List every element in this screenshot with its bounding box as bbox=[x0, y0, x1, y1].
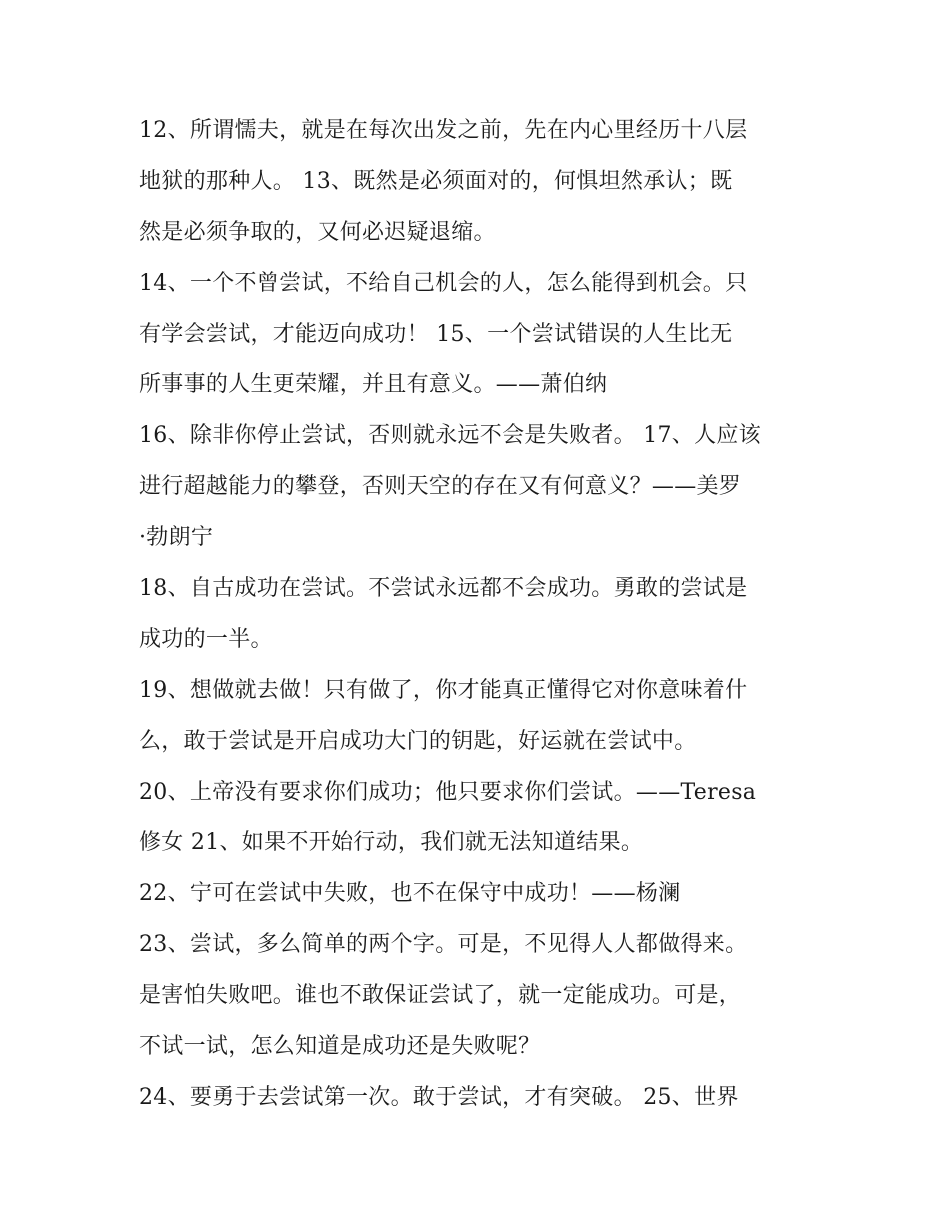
text-line-11: 成功的一半。 bbox=[139, 626, 273, 652]
text-line-7: 16、除非你停止尝试，否则就永远不会是失败者。 17、人应该 bbox=[139, 423, 761, 449]
text-line-12: 19、想做就去做！只有做了，你才能真正懂得它对你意味着什 bbox=[139, 677, 748, 703]
text-line-5: 有学会尝试，才能迈向成功！ 15、一个尝试错误的人生比无 bbox=[139, 321, 733, 347]
text-line-8: 进行超越能力的攀登，否则天空的存在又有何意义？——美罗 bbox=[139, 474, 742, 500]
text-line-9: ·勃朗宁 bbox=[139, 525, 214, 551]
text-line-16: 22、宁可在尝试中失败，也不在保守中成功！——杨澜 bbox=[139, 881, 681, 907]
text-line-10: 18、自古成功在尝试。不尝试永远都不会成功。勇敢的尝试是 bbox=[139, 576, 748, 602]
text-line-3: 然是必须争取的，又何必迟疑退缩。 bbox=[139, 219, 496, 245]
text-line-17: 23、尝试，多么简单的两个字。可是，不见得人人都做得来。 bbox=[139, 932, 748, 958]
text-line-13: 么，敢于尝试是开启成功大门的钥匙，好运就在尝试中。 bbox=[139, 728, 697, 754]
text-line-1: 12、所谓懦夫，就是在每次出发之前，先在内心里经历十八层 bbox=[139, 118, 748, 143]
text-line-14: 20、上帝没有要求你们成功；他只要求你们尝试。——Teresa bbox=[139, 779, 757, 805]
text-line-6: 所事事的人生更荣耀，并且有意义。——萧伯纳 bbox=[139, 372, 608, 398]
text-line-19: 不试一试，怎么知道是成功还是失败呢？ bbox=[139, 1034, 541, 1060]
text-line-20: 24、要勇于去尝试第一次。敢于尝试，才有突破。 25、世界 bbox=[139, 1084, 739, 1110]
text-line-18: 是害怕失败吧。谁也不敢保证尝试了，就一定能成功。可是， bbox=[139, 983, 742, 1009]
text-line-4: 14、一个不曾尝试，不给自己机会的人，怎么能得到机会。只 bbox=[139, 270, 748, 296]
text-line-15: 修女 21、如果不开始行动，我们就无法知道结果。 bbox=[139, 830, 644, 856]
text-line-2: 地狱的那种人。 13、既然是必须面对的，何惧坦然承认；既 bbox=[139, 168, 733, 194]
document-text-body bbox=[139, 106, 819, 1124]
